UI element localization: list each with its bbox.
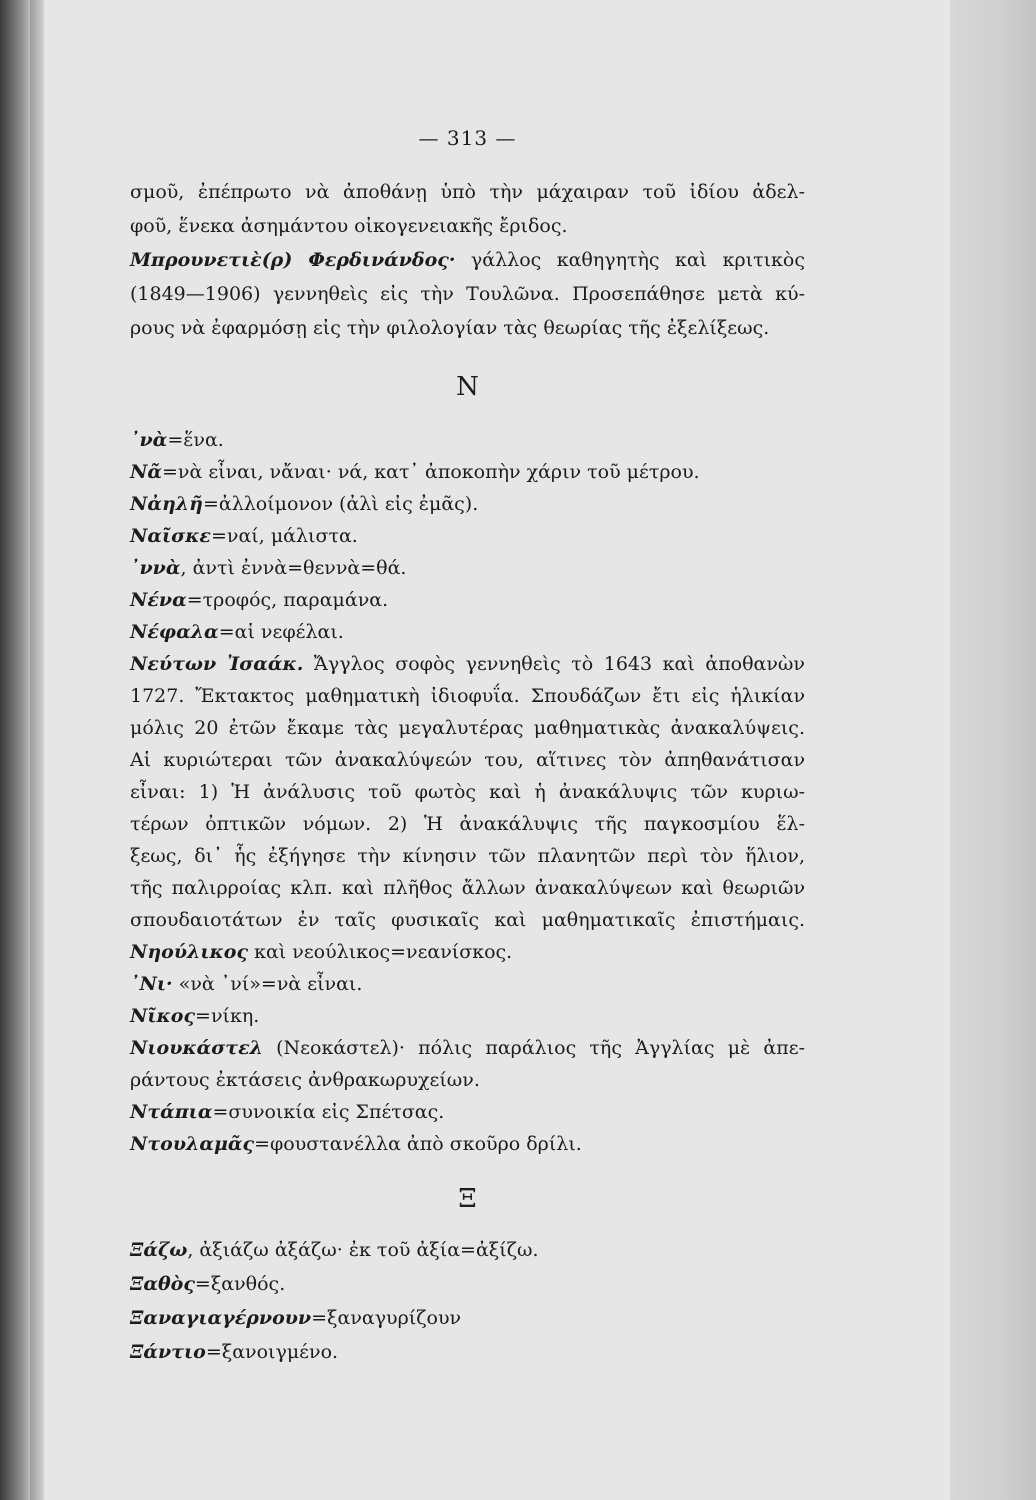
entry-newton bbox=[130, 652, 805, 676]
entry-headword: Ντουλαμᾶς bbox=[130, 1133, 255, 1155]
entry-line bbox=[130, 1340, 338, 1364]
entry-headword: Μπρουνετιὲ(ρ) Φερδινάνδος· bbox=[130, 249, 456, 271]
entry-text: , ἀντὶ ἐννὰ=θεννὰ=θά. bbox=[180, 557, 407, 579]
entry-text: γάλλος καθηγητὴς καὶ κριτικὸς bbox=[470, 249, 805, 271]
entry-text: =αἱ νεφέλαι. bbox=[218, 621, 344, 643]
entry-text: =νίκη. bbox=[195, 1005, 260, 1027]
entry-brunetiere-line-2: (1849—1906) γεννηθεὶς εἰς τὴν Τουλῶνα. Προσεπάθησε μετὰ κύ- bbox=[130, 283, 805, 305]
entry-headword: Ξάζω bbox=[130, 1239, 188, 1261]
page-edge bbox=[950, 0, 1036, 1500]
entry-text: (Νεοκάστελ)· πόλις παράλιος τῆς Ἀγγλίας μὲ ἀπε- bbox=[276, 1037, 805, 1059]
entry-headword: Νἀηλῆ bbox=[130, 493, 203, 515]
entry-headword: Νηούλικος bbox=[130, 941, 249, 963]
entry-text: «νὰ ᾽νί»=νὰ εἶναι. bbox=[172, 973, 363, 995]
entry-line bbox=[130, 524, 358, 548]
book-binding bbox=[0, 0, 30, 1500]
entry-text: καὶ νεούλικος=νεανίσκος. bbox=[248, 941, 513, 963]
entry-newton-line-8: τῆς παλιρροίας κλπ. καὶ πλῆθος ἄλλων ἀνακαλύψεων καὶ θεωριῶν bbox=[130, 877, 805, 899]
entry-headword: Νᾶ bbox=[130, 461, 162, 483]
entry-newcastle-line-2: ράντους ἐκτάσεις ἀνθρακωρυχείων. bbox=[130, 1069, 480, 1091]
entry-headword: ᾽Νι· bbox=[130, 973, 173, 995]
entry-text: =φουστανέλλα ἀπὸ σκοῦρο δρίλι. bbox=[254, 1133, 582, 1155]
entry-headword: Ντάπια bbox=[130, 1101, 213, 1123]
entry-newton-line-5: εἶναι: 1) Ἡ ἀνάλυσις τοῦ φωτὸς καὶ ἡ ἀνακάλυψις τῶν κυριω- bbox=[130, 781, 805, 803]
entry-newton-line-3: μόλις 20 ἐτῶν ἔκαμε τὰς μεγαλυτέρας μαθηματικὰς ἀνακαλύψεις. bbox=[130, 717, 805, 739]
entry-headword: Νῖκος bbox=[130, 1005, 196, 1027]
continuation-line-2: φοῦ, ἕνεκα ἀσημάντου οἰκογενειακῆς ἔριδος. bbox=[130, 215, 568, 237]
continuation-line-1: σμοῦ, ἐπέπρωτο νὰ ἀποθάνῃ ὑπὸ τὴν μάχαιραν τοῦ ἰδίου ἀδελ- bbox=[130, 181, 805, 203]
entry-line bbox=[130, 428, 224, 452]
entry-line bbox=[130, 1272, 285, 1296]
entry-text: =ξανθός. bbox=[194, 1273, 286, 1295]
entry-line bbox=[130, 492, 478, 516]
entry-text: =ξαναγυρίζουν bbox=[311, 1307, 462, 1329]
entry-line bbox=[130, 1004, 259, 1028]
entry-line bbox=[130, 588, 388, 612]
entry-line bbox=[130, 1132, 582, 1156]
section-letter-xi: Ξ bbox=[458, 1184, 477, 1214]
entry-line bbox=[130, 620, 344, 644]
entry-headword: Ξαθὸς bbox=[130, 1273, 195, 1295]
entry-line bbox=[130, 1100, 444, 1124]
entry-newton-line-2: 1727. Ἔκτακτος μαθηματικὴ ἰδιοφυΐα. Σπουδάζων ἔτι εἰς ἡλικίαν bbox=[130, 685, 805, 707]
entry-newton-line-7: ξεως, δι᾽ ἧς ἐξήγησε τὴν κίνησιν τῶν πλανητῶν περὶ τὸν ἥλιον, bbox=[130, 845, 805, 867]
entry-newton-line-6: τέρων ὀπτικῶν νόμων. 2) Ἡ ἀνακάλυψις τῆς παγκοσμίου ἕλ- bbox=[130, 813, 805, 835]
entry-line bbox=[130, 1306, 461, 1330]
entry-headword: ᾽ννὰ bbox=[130, 557, 181, 579]
entry-line bbox=[130, 940, 512, 964]
entry-newcastle bbox=[130, 1036, 805, 1060]
entry-line bbox=[130, 556, 406, 580]
entry-text: Ἄγγλος σοφὸς γεννηθεὶς τὸ 1643 καὶ ἀποθανὼν bbox=[313, 653, 805, 675]
entry-headword: Ξαναγιαγέρνουν bbox=[130, 1307, 312, 1329]
entry-text: =ἀλλοίμονον (ἀλὶ εἰς ἐμᾶς). bbox=[202, 493, 479, 515]
page-gutter-shadow bbox=[30, 0, 44, 1500]
entry-newton-line-4: Αἱ κυριώτεραι τῶν ἀνακαλύψεών του, αἵτινες τὸν ἀπηθανάτισαν bbox=[130, 749, 805, 771]
entry-brunetiere bbox=[130, 248, 805, 272]
entry-line bbox=[130, 460, 700, 484]
entry-newton-line-9: σπουδαιοτάτων ἐν ταῖς φυσικαῖς καὶ μαθηματικαῖς ἐπιστήμαις. bbox=[130, 909, 805, 931]
entry-text: =ναί, μάλιστα. bbox=[210, 525, 358, 547]
entry-headword: ᾽νὰ bbox=[130, 429, 168, 451]
entry-headword: Νέφαλα bbox=[130, 621, 219, 643]
entry-text: =ξανοιγμένο. bbox=[205, 1341, 339, 1363]
entry-headword: Νένα bbox=[130, 589, 187, 611]
entry-line bbox=[130, 972, 362, 996]
section-letter-n: Ν bbox=[456, 372, 479, 402]
entry-headword: Νιουκάστελ bbox=[130, 1037, 263, 1059]
entry-text: , ἀξιάζω ἀξάζω· ἐκ τοῦ ἀξία=ἀξίζω. bbox=[187, 1239, 539, 1261]
entry-text: =συνοικία εἰς Σπέτσας. bbox=[212, 1101, 445, 1123]
entry-text: =νὰ εἶναι, νἄναι· νά, κατ᾽ ἀποκοπὴν χάριν τοῦ μέτρου. bbox=[162, 461, 700, 483]
entry-line bbox=[130, 1238, 539, 1262]
entry-text: =τροφός, παραμάνα. bbox=[186, 589, 389, 611]
book-page bbox=[30, 0, 1036, 1500]
entry-headword: Ξάντιο bbox=[130, 1341, 206, 1363]
page-number: — 313 — bbox=[418, 126, 517, 150]
entry-brunetiere-line-3: ρους νὰ ἐφαρμόσῃ εἰς τὴν φιλολογίαν τὰς θεωρίας τῆς ἐξελίξεως. bbox=[130, 317, 770, 339]
entry-headword: Ναῖσκε bbox=[130, 525, 211, 547]
entry-text: =ἕνα. bbox=[167, 429, 224, 451]
entry-headword: Νεύτων Ἰσαάκ. bbox=[130, 653, 304, 675]
